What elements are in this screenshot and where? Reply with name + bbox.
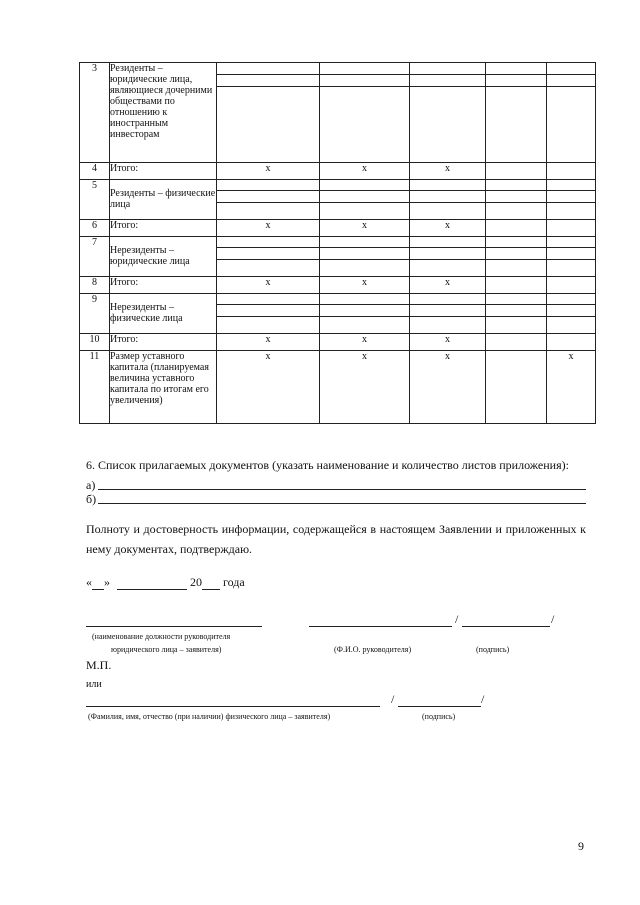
table-cell: х [217,334,320,351]
table-cell [320,180,410,220]
table-cell [547,63,596,163]
row-label: Нерезиденты – юридические лица [110,237,217,277]
table-row [80,163,596,180]
stamp-place: М.П. [86,658,112,672]
year-prefix: 20 [190,575,202,589]
row-number: 5 [80,180,110,220]
individual-name-line[interactable] [86,706,380,707]
row-label: Резиденты – физические лица [110,180,217,220]
table-row [80,237,596,277]
table-cell: х [410,277,486,294]
table-cell [217,180,320,220]
table-cell [486,334,547,351]
table-cell [486,277,547,294]
table-cell: х [410,220,486,237]
fio-caption: (Ф.И.О. руководителя) [334,645,412,654]
day-blank[interactable] [92,574,104,590]
table-cell [547,277,596,294]
table-cell: х [217,220,320,237]
attachment-blank [98,503,586,504]
table-cell [547,220,596,237]
table-cell: х [320,220,410,237]
table-cell [547,294,596,334]
table-cell [410,294,486,334]
slash-4: / [481,692,485,706]
row-label: Резиденты – юридические лица, являющиеся дочерними обществами по отношению к иностранным инвесторам [110,63,217,163]
row-label: Итого: [110,220,217,237]
table-row [80,334,596,351]
table-row [80,220,596,237]
table-cell: х [547,351,596,424]
table-cell [410,180,486,220]
table-row [80,294,596,334]
table-row [80,351,596,424]
slash-3: / [391,692,395,706]
or-label: или [86,679,102,690]
page-number: 9 [578,839,584,853]
attachment-blank [98,489,586,490]
row-number: 7 [80,237,110,277]
individual-caption: (Фамилия, имя, отчество (при наличии) физического лица – заявителя) [88,712,331,721]
table-cell [486,294,547,334]
confirmation-text: Полноту и достоверность информации, содержащейся в настоящем Заявлении и приложенных к нему документах, подтверждаю. [86,522,586,556]
table-cell: х [410,334,486,351]
year-blank[interactable] [202,574,220,590]
table-cell [547,237,596,277]
row-number: 4 [80,163,110,180]
slash-1: / [455,612,459,626]
sign-line[interactable] [462,626,550,627]
row-number: 8 [80,277,110,294]
open-quote: « [86,575,92,589]
slash-2: / [551,612,555,626]
section-6-heading: 6. Список прилагаемых документов (указать наименование и количество листов приложения): [86,458,569,472]
row-label: Итого: [110,163,217,180]
table-cell [486,220,547,237]
row-number: 10 [80,334,110,351]
table-cell [547,180,596,220]
attachment-label-a: а) [86,478,96,492]
row-label: Размер уставного капитала (планируемая величина уставного капитала по итогам его увеличения) [110,351,217,424]
row-number: 11 [80,351,110,424]
table-row [80,277,596,294]
position-caption-2: юридического лица – заявителя) [111,645,222,654]
individual-sign-line[interactable] [398,706,481,707]
row-label: Нерезиденты – физические лица [110,294,217,334]
row-number: 3 [80,63,110,163]
table-cell: х [410,163,486,180]
row-number: 6 [80,220,110,237]
table-cell [320,294,410,334]
position-caption-1: (наименование должности руководителя [92,632,231,641]
attachment-line-b[interactable] [86,492,586,507]
individual-sign-caption: (подпись) [422,712,456,721]
table-cell [410,63,486,163]
table-cell: х [410,351,486,424]
table-cell: х [320,277,410,294]
table-cell: х [217,277,320,294]
table-row [80,63,596,163]
table-cell [486,163,547,180]
close-quote: » [104,575,110,589]
table-cell [486,351,547,424]
attachment-line-a[interactable] [86,478,586,493]
table-cell: х [217,163,320,180]
table-cell: х [320,351,410,424]
attachment-label-b: б) [86,492,97,506]
position-line[interactable] [86,626,262,627]
row-label: Итого: [110,277,217,294]
date-line[interactable] [86,574,245,590]
table-cell: х [320,334,410,351]
table-cell [486,180,547,220]
table-cell [217,237,320,277]
fio-line[interactable] [309,626,452,627]
table-cell [410,237,486,277]
table-cell [320,237,410,277]
table-cell [486,237,547,277]
table-cell: х [320,163,410,180]
table-cell [486,63,547,163]
row-label: Итого: [110,334,217,351]
table-row [80,180,596,220]
sign-caption: (подпись) [476,645,510,654]
shareholders-table [79,62,596,424]
table-cell [547,163,596,180]
table-cell [217,63,320,163]
table-cell [547,334,596,351]
table-cell [217,294,320,334]
table-cell [320,63,410,163]
year-suffix: года [223,575,245,589]
table-cell: х [217,351,320,424]
month-blank[interactable] [117,574,187,590]
row-number: 9 [80,294,110,334]
